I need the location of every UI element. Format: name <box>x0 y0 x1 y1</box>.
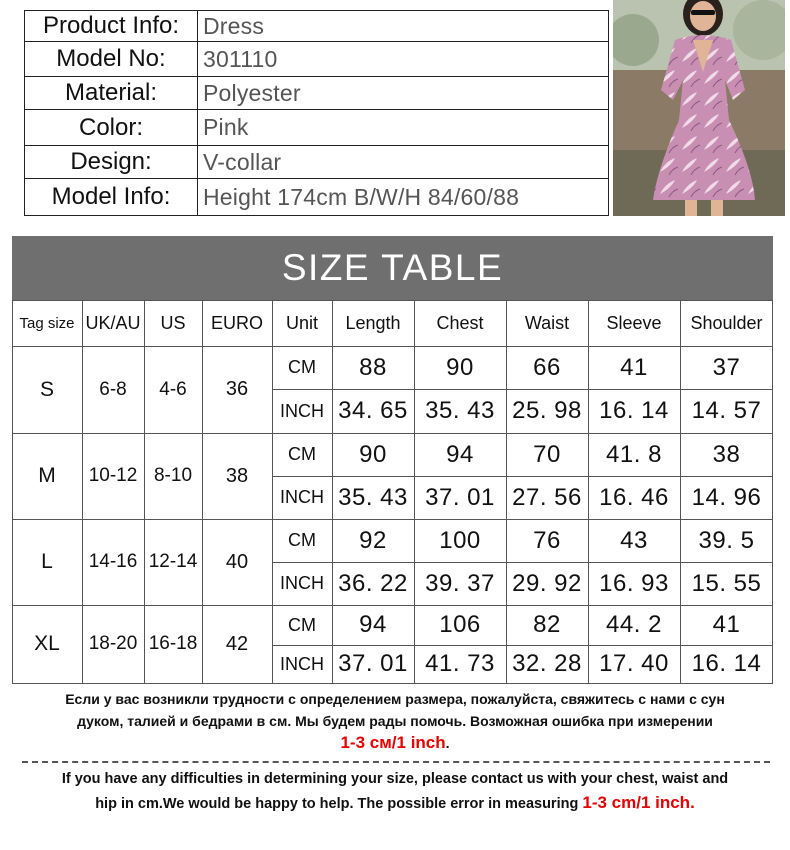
shoulder-inch: 14. 57 <box>691 397 762 424</box>
waist-cm: 70 <box>533 440 561 468</box>
sleeve-inch: 16. 46 <box>599 483 669 511</box>
info-label: Material: <box>25 77 198 109</box>
tag-size-cell: M <box>38 464 56 487</box>
info-row-color <box>25 110 608 146</box>
info-label: Model No: <box>25 42 198 76</box>
unit-cm: CM <box>288 614 316 635</box>
header-length: Length <box>345 312 401 333</box>
tag-size-cell: S <box>39 377 54 401</box>
sleeve-cm: 41 <box>620 353 648 381</box>
length-cm: 94 <box>359 611 387 638</box>
en-error-margin: 1-3 cm/1 inch. <box>582 793 695 812</box>
euro-cell: 36 <box>225 378 249 400</box>
length-cm: 92 <box>359 526 387 554</box>
chest-inch: 37. 01 <box>425 483 495 511</box>
unit-inch: INCH <box>280 653 324 674</box>
dashed-separator <box>22 761 770 763</box>
product-info-table <box>24 10 609 216</box>
unit-inch: INCH <box>280 400 324 421</box>
en-line-2-text: hip in cm.We would be happy to help. The possible error in measuring <box>95 796 579 812</box>
us-cell: 4-6 <box>159 378 187 400</box>
chest-cm: 100 <box>439 526 481 554</box>
header-chest: Chest <box>436 312 484 333</box>
us-cell: 16-18 <box>148 633 198 654</box>
shoulder-cm: 38 <box>712 440 741 468</box>
info-value: Dress <box>203 12 265 39</box>
ru-line-3 <box>0 732 790 754</box>
chest-inch: 35. 43 <box>425 397 495 424</box>
ru-period: . <box>445 735 450 751</box>
sleeve-cm: 44. 2 <box>606 611 662 638</box>
length-inch: 34. 65 <box>338 397 408 424</box>
chest-inch: 39. 37 <box>425 569 495 597</box>
shoulder-cm: 37 <box>712 353 741 381</box>
uk-au-cell: 6-8 <box>99 378 127 400</box>
sleeve-cm: 43 <box>620 526 648 554</box>
info-row-model-info <box>25 179 608 215</box>
size-table-title: SIZE TABLE <box>12 236 773 300</box>
euro-cell: 38 <box>225 464 249 487</box>
en-line-1: If you have any difficulties in determining your size, please contact us with your chest, waist and <box>61 771 729 787</box>
info-row-material <box>25 77 608 110</box>
waist-cm: 66 <box>533 353 561 381</box>
shoulder-inch: 16. 14 <box>691 650 762 677</box>
header-tag-size: Tag size <box>19 314 75 332</box>
info-value: V-collar <box>203 148 282 175</box>
shoulder-inch: 15. 55 <box>691 569 762 597</box>
info-value: 301110 <box>203 45 278 72</box>
unit-inch: INCH <box>280 487 324 507</box>
uk-au-cell: 18-20 <box>88 633 138 654</box>
sleeve-cm: 41. 8 <box>606 440 662 468</box>
model-photo <box>613 0 785 216</box>
info-value: Polyester <box>203 79 301 106</box>
ru-line-1: Если у вас возникли трудности с определением размера, пожалуйста, свяжитесь с нами с сун <box>65 691 725 707</box>
us-cell: 8-10 <box>153 465 193 486</box>
size-table <box>12 236 773 684</box>
sleeve-inch: 16. 93 <box>599 569 669 597</box>
length-inch: 36. 22 <box>338 569 408 597</box>
info-label: Design: <box>25 146 198 178</box>
waist-inch: 25. 98 <box>512 397 582 424</box>
tag-size-cell: L <box>41 550 53 573</box>
sleeve-inch: 16. 14 <box>599 397 669 424</box>
russian-size-note <box>0 688 790 754</box>
info-label: Model Info: <box>25 179 198 215</box>
header-sleeve: Sleeve <box>606 312 662 333</box>
info-row-design <box>25 146 608 179</box>
length-inch: 35. 43 <box>338 483 408 511</box>
euro-cell: 40 <box>225 550 249 573</box>
header-waist: Waist <box>524 312 570 333</box>
ru-line-2: дуком, талией и бедрами в см. Мы будем рады помочь. Возможная ошибка при измерении <box>77 713 713 729</box>
info-row-product <box>25 11 608 42</box>
info-label: Product Info: <box>25 11 198 41</box>
chest-cm: 106 <box>439 611 481 638</box>
header-shoulder: Shoulder <box>690 312 763 333</box>
tag-size-cell: XL <box>34 632 60 655</box>
info-row-model-no <box>25 42 608 77</box>
length-cm: 90 <box>359 440 387 468</box>
shoulder-inch: 14. 96 <box>691 483 762 511</box>
ru-error-margin: 1-3 см/1 inch <box>340 733 446 752</box>
unit-inch: INCH <box>280 573 324 593</box>
waist-inch: 27. 56 <box>512 483 582 511</box>
unit-cm: CM <box>288 530 316 550</box>
waist-inch: 29. 92 <box>512 569 582 597</box>
uk-au-cell: 14-16 <box>88 551 138 572</box>
chest-inch: 41. 73 <box>425 650 495 677</box>
chest-cm: 90 <box>446 353 474 381</box>
header-euro: EURO <box>210 312 263 333</box>
unit-cm: CM <box>288 444 316 464</box>
info-label: Color: <box>25 110 198 145</box>
header-us: US <box>160 312 186 333</box>
waist-cm: 82 <box>533 611 561 638</box>
shoulder-cm: 41 <box>712 611 741 638</box>
chest-cm: 94 <box>446 440 474 468</box>
en-line-2 <box>0 791 790 816</box>
uk-au-cell: 10-12 <box>88 465 138 486</box>
shoulder-cm: 39. 5 <box>698 526 755 554</box>
length-inch: 37. 01 <box>338 650 408 677</box>
unit-cm: CM <box>288 357 316 377</box>
waist-cm: 76 <box>533 526 561 554</box>
header-uk-au: UK/AU <box>85 312 141 333</box>
length-cm: 88 <box>359 353 387 381</box>
table-border <box>12 683 773 684</box>
english-size-note <box>0 768 790 816</box>
info-value: Pink <box>203 114 249 140</box>
euro-cell: 42 <box>225 632 249 655</box>
waist-inch: 32. 28 <box>512 650 582 677</box>
info-value: Height 174cm B/W/H 84/60/88 <box>203 183 520 210</box>
sleeve-inch: 17. 40 <box>599 650 669 677</box>
us-cell: 12-14 <box>148 551 198 572</box>
header-unit: Unit <box>285 312 318 333</box>
